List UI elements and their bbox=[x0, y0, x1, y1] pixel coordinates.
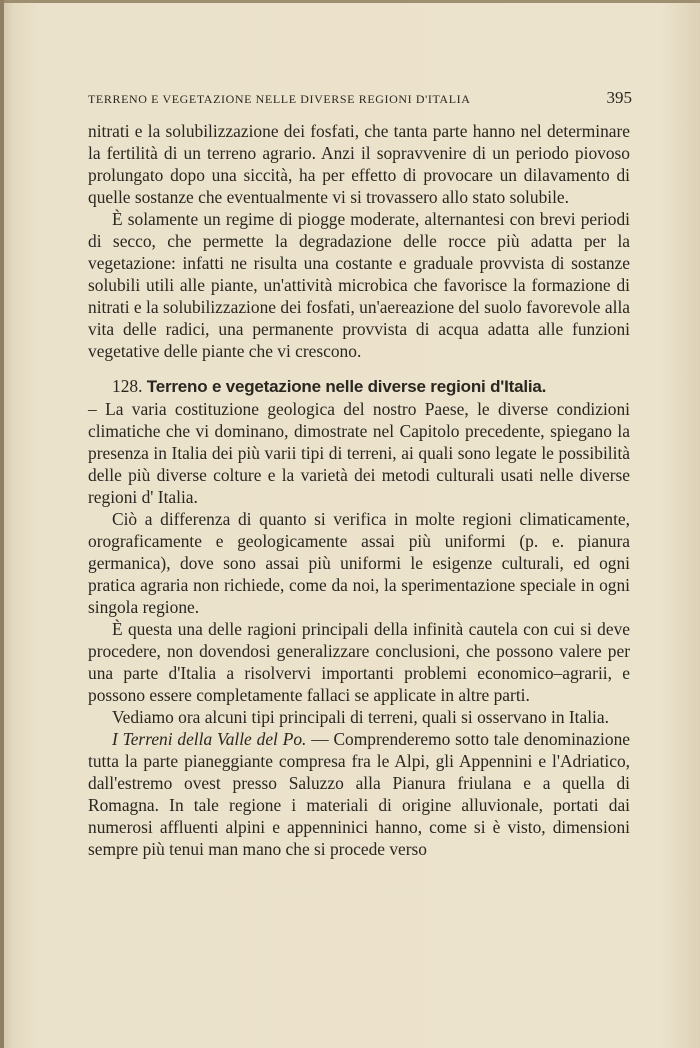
section-number: 128. bbox=[112, 376, 143, 396]
running-header bbox=[88, 88, 632, 108]
page-number: 395 bbox=[606, 88, 632, 107]
paragraph-3: – La varia costituzione geologica del nostro Paese, le diverse condizioni climatiche che vi dominano, dimostrate nel Capitolo precedente, spiegano la presenza in Italia dei più varii tipi di terreni, ai quali sono legate le possibilità delle più diverse colture e la varietà dei metodi culturali usati nelle diverse regioni d' Italia. bbox=[88, 399, 630, 507]
section-title: Terreno e vegetazione nelle diverse regioni d'Italia. bbox=[146, 377, 547, 396]
paragraph-7-text: — Comprenderemo sotto tale denominazione tutta la parte pianeggiante compresa fra le Alpi, gli Appennini e l'Adriatico, dall'estremo ovest presso Saluzzo alla Pianura friulana e a quella di Romagna. In tale regione i materiali di origine alluvionale, portati dai numerosi affluenti alpini e appenninici hanno, come si è visto, dimensioni sempre più tenui man mano che si procede verso bbox=[88, 729, 630, 859]
page-body bbox=[88, 120, 630, 860]
section-heading bbox=[88, 375, 630, 398]
page-top-edge bbox=[0, 0, 700, 3]
paragraph-6: Vediamo ora alcuni tipi principali di terreni, quali si osservano in Italia. bbox=[112, 707, 609, 727]
paragraph-1: nitrati e la solubilizzazione dei fosfati, che tanta parte hanno nel determinare la fertilità di un terreno agrario. Anzi il sopravvenire di un periodo piovoso prolungato dopo una siccità, ha per effetto di provocare un dilavamento di quelle sostanze che eventualmente vi si trovassero allo stato solubile. bbox=[88, 121, 630, 207]
running-title: TERRENO E VEGETAZIONE NELLE DIVERSE REGIONI D'ITALIA bbox=[88, 92, 471, 106]
paragraph-5: È questa una delle ragioni principali della infinità cautela con cui si deve procedere, non dovendosi generalizzare conclusioni, che possono valere per una parte d'Italia a risolvervi importanti problemi economico–agrarii, e possono essere completamente fallaci se applicate in altre parti. bbox=[88, 619, 630, 705]
paragraph-4: Ciò a differenza di quanto si verifica in molte regioni climaticamente, orograficamente e geologicamente assai più uniformi (p. e. pianura germanica), dove sono assai più uniformi le esigenze culturali, ed ogni pratica agraria non richiede, come da noi, la sperimentazione speciale in ogni singola regione. bbox=[88, 509, 630, 617]
page-spine-edge bbox=[0, 0, 4, 1048]
paragraph-7 bbox=[88, 728, 630, 860]
subsection-title: I Terreni della Valle del Po. bbox=[112, 729, 307, 749]
paragraph-2: È solamente un regime di piogge moderate, alternantesi con brevi periodi di secco, che permette la degradazione delle rocce più adatta per la vegetazione: infatti ne risulta una costante e graduale provvista di sostanze solubili utili alle piante, un'attività microbica che favorisce la formazione di nitrati e la solubilizzazione dei fosfati, un'aereazione del suolo favorevole alla vita delle radici, una permanente provvista di acqua adatta alle funzioni vegetative delle piante che vi crescono. bbox=[88, 209, 630, 361]
